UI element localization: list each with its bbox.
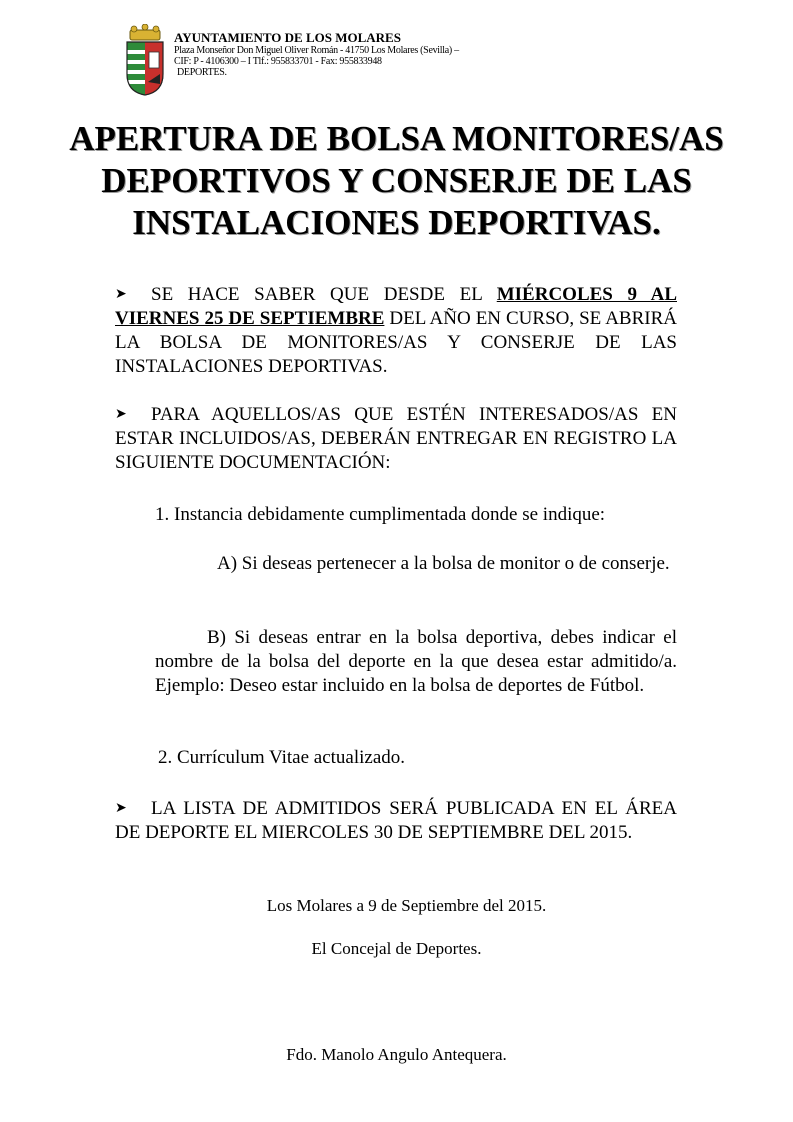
department-name: DEPORTES. <box>177 67 227 78</box>
letterhead-text <box>174 30 459 78</box>
document-item-1a <box>155 552 677 576</box>
arrow-bullet-icon: ➤ <box>115 801 127 816</box>
letterhead <box>124 24 544 96</box>
notice-1-dates: MIÉRCOLES 9 AL VIERNES 25 DE SEPTIEMBRE <box>115 284 677 329</box>
notice-paragraph-1 <box>115 283 677 379</box>
document-item-1b-text: B) Si deseas entrar en la bolsa deportiva, debes indicar el nombre de la bolsa del deporte en la que desea estar admitido/a. Ejemplo: Deseo estar incluido en la bolsa de deportes de Fútbol. <box>155 627 677 696</box>
notice-1-intro: SE HACE SABER QUE DESDE EL <box>151 284 497 305</box>
arrow-bullet-icon: ➤ <box>115 407 127 422</box>
notice-paragraph-2 <box>115 403 677 475</box>
notice-paragraph-3 <box>115 797 677 845</box>
arrow-bullet-icon: ➤ <box>115 287 127 302</box>
organization-contact: CIF: P - 4106300 – I Tlf.: 955833701 - Fax: 955833948 <box>174 56 382 67</box>
place-and-date: Los Molares a 9 de Septiembre del 2015. <box>266 896 547 915</box>
organization-name: AYUNTAMIENTO DE LOS MOLARES <box>174 30 401 45</box>
notice-3-text: LA LISTA DE ADMITIDOS SERÁ PUBLICADA EN EL ÁREA DE DEPORTE EL MIERCOLES 30 DE SEPTIEMBRE DEL 2015. <box>115 798 677 843</box>
signature-line: Fdo. Manolo Angulo Antequera. <box>286 1045 507 1064</box>
document-item-2: 2. Currículum Vitae actualizado. <box>158 747 406 768</box>
notice-1-rest: DEL AÑO EN CURSO, SE ABRIRÁ LA BOLSA DE MONITORES/AS Y CONSERJE DE LAS INSTALACIONES DEPORTIVAS. <box>115 308 677 377</box>
document-item-1a-text: A) Si deseas pertenecer a la bolsa de monitor o de conserje. <box>217 553 670 574</box>
notice-2-text: PARA AQUELLOS/AS QUE ESTÉN INTERESADOS/AS EN ESTAR INCLUIDOS/AS, DEBERÁN ENTREGAR EN REGISTRO LA SIGUIENTE DOCUMENTACIÓN: <box>115 404 677 473</box>
document-item-1b <box>155 626 677 698</box>
municipal-crest-icon <box>124 24 166 96</box>
signer-role: El Concejal de Deportes. <box>311 939 482 958</box>
document-item-1: 1. Instancia debidamente cumplimentada donde se indique: <box>155 504 606 525</box>
document-title: APERTURA DE BOLSA MONITORES/AS DEPORTIVOS Y CONSERJE DE LAS INSTALACIONES DEPORTIVAS. <box>69 119 724 242</box>
organization-address: Plaza Monseñor Don Miguel Oliver Román - 41750 Los Molares (Sevilla) – <box>174 45 459 56</box>
